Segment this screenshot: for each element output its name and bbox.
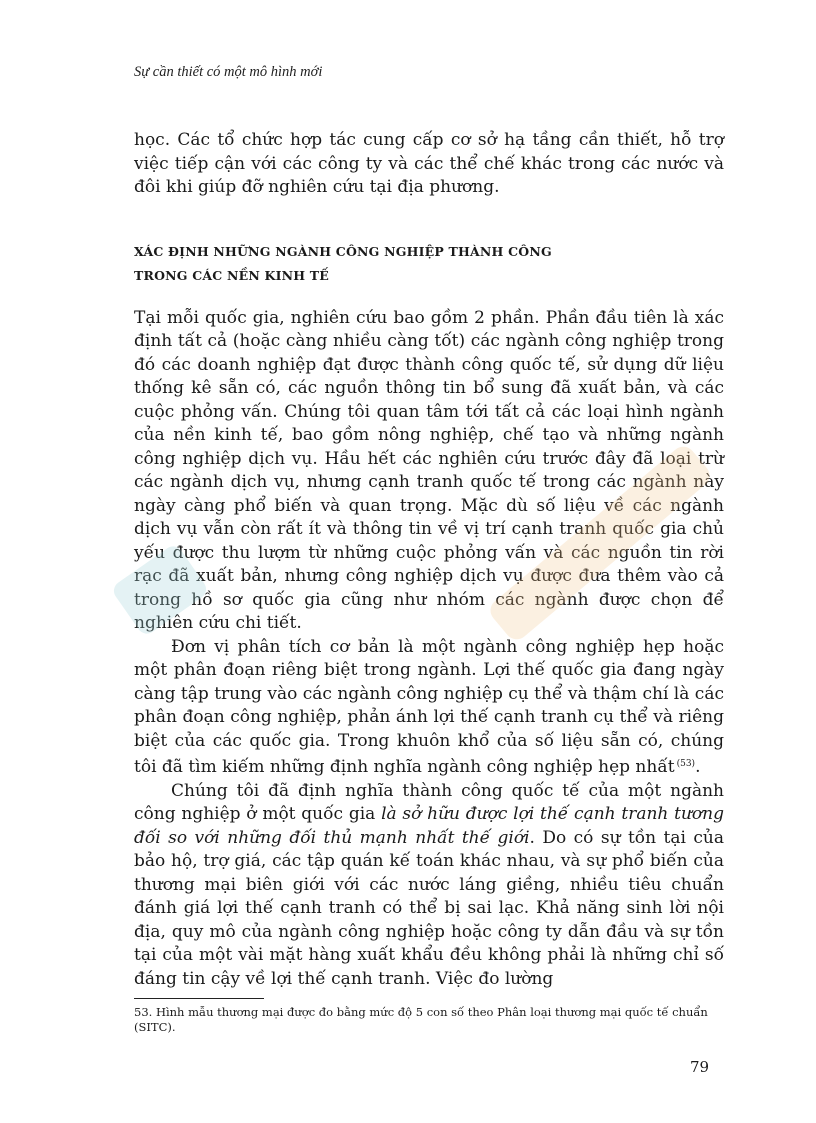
paragraph-2 <box>134 636 724 780</box>
paragraph-3-italic: là sở hữu được lợi thế cạnh tranh tương đối so với những đối thủ mạnh nhất thế giới <box>134 804 724 848</box>
page-number: 79 <box>690 1058 710 1076</box>
paragraph-2-text: Đơn vị phân tích cơ bản là một ngành công nghiệp hẹp hoặc một phân đoạn riêng biệt trong ngành. Lợi thế quốc gia đang ngày càng tập trung vào các ngành công nghiệp cụ thể và thậm chí là các phân đoạn công nghiệp, phản ánh lợi thế cạnh tranh cụ thể và riêng biệt của các quốc gia. Trong khuôn khổ của số liệu sẵn có, chúng tôi đã tìm kiếm những định nghĩa ngành công nghiệp hẹp nhất <box>134 636 724 777</box>
paragraph-2-end: . <box>695 757 701 777</box>
body-text <box>134 129 724 991</box>
footnote: 53. Hình mẫu thương mại được đo bằng mức độ 5 con số theo Phân loại thương mại quốc tế chuẩn (SITC). <box>134 1005 708 1034</box>
paragraph-1: Tại mỗi quốc gia, nghiên cứu bao gồm 2 phần. Phần đầu tiên là xác định tất cả (hoặc càng nhiều càng tốt) các ngành công nghiệp trong đó các doanh nghiệp đạt được thành công quốc tế, sử dụng dữ liệu thống kê sẵn có, các nguồn thông tin bổ sung đã xuất bản, và các cuộc phỏng vấn. Chúng tôi quan tâm tới tất cả các loại hình ngành của nền kinh tế, bao gồm nông nghiệp, chế tạo và những ngành công nghiệp dịch vụ. Hầu hết các nghiên cứu trước đây đã loại trừ các ngành dịch vụ, nhưng cạnh tranh quốc tế trong các ngành này ngày càng phổ biến và quan trọng. Mặc dù số liệu về các ngành dịch vụ vẫn còn rất ít và thông tin về vị trí cạnh tranh quốc gia chủ yếu được thu lượm từ những cuộc phỏng vấn và các nguồn tin rời rạc đã xuất bản, nhưng công nghiệp dịch vụ được đưa thêm vào cả trong hồ sơ quốc gia cũng như nhóm các ngành được chọn để nghiên cứu chi tiết. <box>134 307 724 633</box>
footnote-divider <box>134 998 264 999</box>
running-header: Sự cần thiết có một mô hình mới <box>134 64 323 80</box>
paragraph-3 <box>134 780 724 992</box>
section-heading <box>134 240 724 288</box>
opening-paragraph: học. Các tổ chức hợp tác cung cấp cơ sở hạ tầng cần thiết, hỗ trợ việc tiếp cận với các công ty và các thể chế khác trong các nước và đôi khi giúp đỡ nghiên cứu tại địa phương. <box>134 130 724 197</box>
paragraph-3-end: . Do có sự tồn tại của bảo hộ, trợ giá, các tập quán kế toán khác nhau, và sự phổ biến của thương mại biên giới với các nước láng giềng, nhiều tiêu chuẩn đánh giá lợi thế cạnh tranh có thể bị sai lạc. Khả năng sinh lời nội địa, quy mô của ngành công nghiệp hoặc công ty dẫn đầu và sự tồn tại của một vài mặt hàng xuất khẩu đều không phải là những chỉ số đáng tin cậy về lợi thế cạnh tranh. Việc đo lường <box>134 827 725 989</box>
paragraph-3-start: Chúng tôi đã định nghĩa thành công quốc tế của một ngành công nghiệp ở một quốc gia <box>134 780 724 824</box>
section-heading-line-2: TRONG CÁC NỀN KINH TẾ <box>134 267 330 283</box>
footnote-reference[interactable]: (53) <box>676 759 696 769</box>
section-heading-line-1: XÁC ĐỊNH NHỮNG NGÀNH CÔNG NGHIỆP THÀNH CÔNG <box>134 243 552 259</box>
